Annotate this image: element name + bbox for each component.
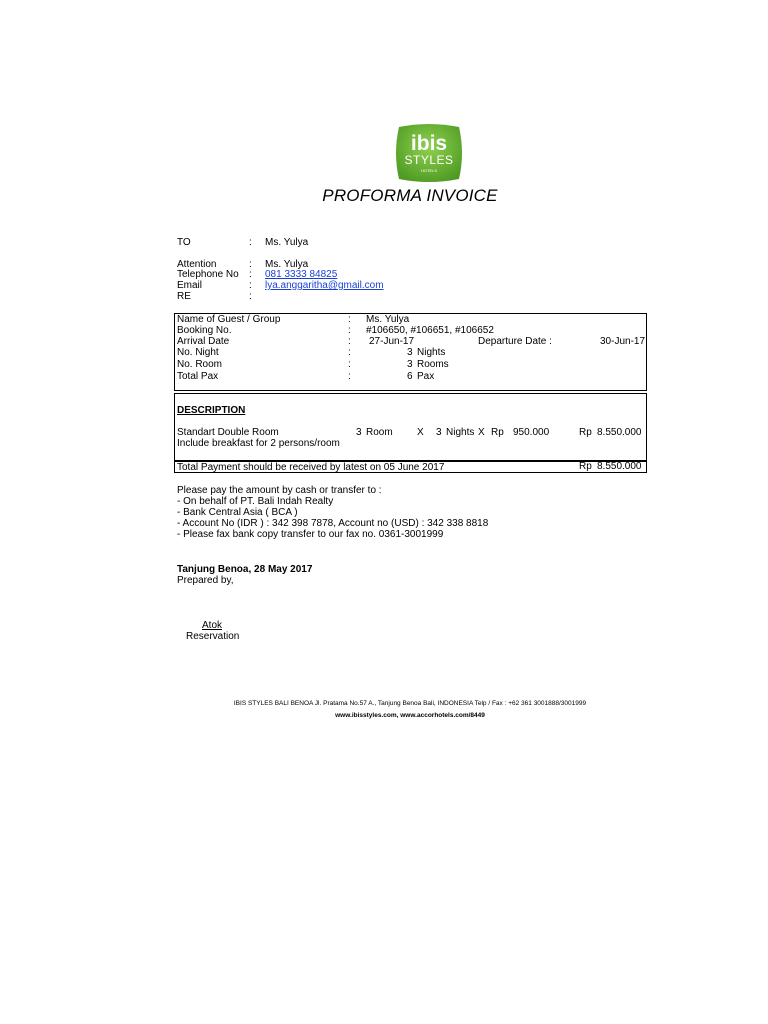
arrival-label: Arrival Date	[177, 336, 230, 347]
logo-word-styles: STYLES	[404, 153, 454, 167]
telephone-colon: :	[249, 269, 252, 280]
arrival-colon: :	[348, 336, 351, 347]
item-room-unit: Room	[366, 427, 393, 438]
night-count: 3	[407, 347, 413, 358]
night-label: No. Night	[177, 347, 219, 358]
email-colon: :	[249, 280, 252, 291]
departure-label: Departure Date :	[478, 336, 552, 347]
payment-intro: Please pay the amount by cash or transfer to :	[177, 485, 382, 496]
departure-value: 30-Jun-17	[600, 336, 646, 347]
signatory-name: Atok	[202, 620, 223, 631]
room-colon: :	[348, 359, 351, 370]
total-note: Total Payment should be received by latest on 05 June 2017	[177, 462, 445, 473]
telephone-link[interactable]: 081 3333 84825	[265, 269, 338, 280]
item-x: X	[417, 427, 424, 438]
booking-value: #106650, #106651, #106652	[366, 325, 494, 336]
item-total-currency: Rp	[579, 427, 592, 438]
to-value: Ms. Yulya	[265, 237, 309, 248]
attention-label: Attention	[177, 259, 217, 270]
room-label: No. Room	[177, 359, 223, 370]
logo-word-hotels: HOTELS	[420, 168, 438, 173]
page-title: PROFORMA INVOICE	[322, 186, 498, 205]
re-label: RE	[177, 291, 191, 302]
pax-count: 6	[407, 371, 413, 382]
attention-colon: :	[249, 259, 252, 270]
attention-value: Ms. Yulya	[265, 259, 309, 270]
guest-value: Ms. Yulya	[366, 314, 410, 325]
prepared-by: Prepared by,	[177, 575, 234, 586]
logo-badge	[393, 123, 465, 183]
night-unit: Nights	[417, 347, 446, 358]
pax-colon: :	[348, 371, 351, 382]
item-rate: 950.000	[513, 427, 550, 438]
payment-line-2: - Bank Central Asia ( BCA )	[177, 507, 298, 518]
item-total: 8.550.000	[597, 427, 642, 438]
item-x2: X	[478, 427, 485, 438]
payment-line-1: - On behalf of PT. Bali Indah Realty	[177, 496, 334, 507]
footer-address: IBIS STYLES BALI BENOA Jl. Pratama No.57 A., Tanjung Benoa Bali, INDONESIA Telp / Fax : +62 361 3001888/3001999	[233, 700, 587, 707]
footer-websites: www.ibisstyles.com, www.accorhotels.com/8449	[335, 712, 485, 719]
payment-line-4: - Please fax bank copy transfer to our fax no. 0361-3001999	[177, 529, 444, 540]
room-count: 3	[407, 359, 413, 370]
to-colon: :	[249, 237, 252, 248]
payment-line-3: - Account No (IDR ) : 342 398 7878, Account no (USD) : 342 338 8818	[177, 518, 489, 529]
item-currency: Rp	[491, 427, 504, 438]
item-nights: 3	[436, 427, 442, 438]
to-label: TO	[177, 237, 191, 248]
item-nights-unit: Nights	[446, 427, 475, 438]
total-currency: Rp	[579, 461, 592, 472]
arrival-value: 27-Jun-17	[369, 336, 415, 347]
item-note: Include breakfast for 2 persons/room	[177, 438, 340, 449]
item-name: Standart Double Room	[177, 427, 279, 438]
night-colon: :	[348, 347, 351, 358]
description-heading: DESCRIPTION	[177, 405, 246, 416]
email-link[interactable]: lya.anggaritha@gmail.com	[265, 280, 384, 291]
signatory-role: Reservation	[186, 631, 240, 642]
room-unit: Rooms	[417, 359, 449, 370]
total-amount: 8.550.000	[597, 461, 642, 472]
pax-label: Total Pax	[177, 371, 219, 382]
item-rooms: 3	[356, 427, 362, 438]
pax-unit: Pax	[417, 371, 435, 382]
guest-colon: :	[348, 314, 351, 325]
logo-word-ibis: ibis	[410, 132, 448, 155]
place-date: Tanjung Benoa, 28 May 2017	[177, 564, 313, 575]
telephone-label: Telephone No	[177, 269, 239, 280]
email-label: Email	[177, 280, 203, 291]
re-colon: :	[249, 291, 252, 302]
guest-label: Name of Guest / Group	[177, 314, 281, 325]
booking-colon: :	[348, 325, 351, 336]
booking-label: Booking No.	[177, 325, 232, 336]
ibis-styles-logo	[393, 123, 465, 183]
